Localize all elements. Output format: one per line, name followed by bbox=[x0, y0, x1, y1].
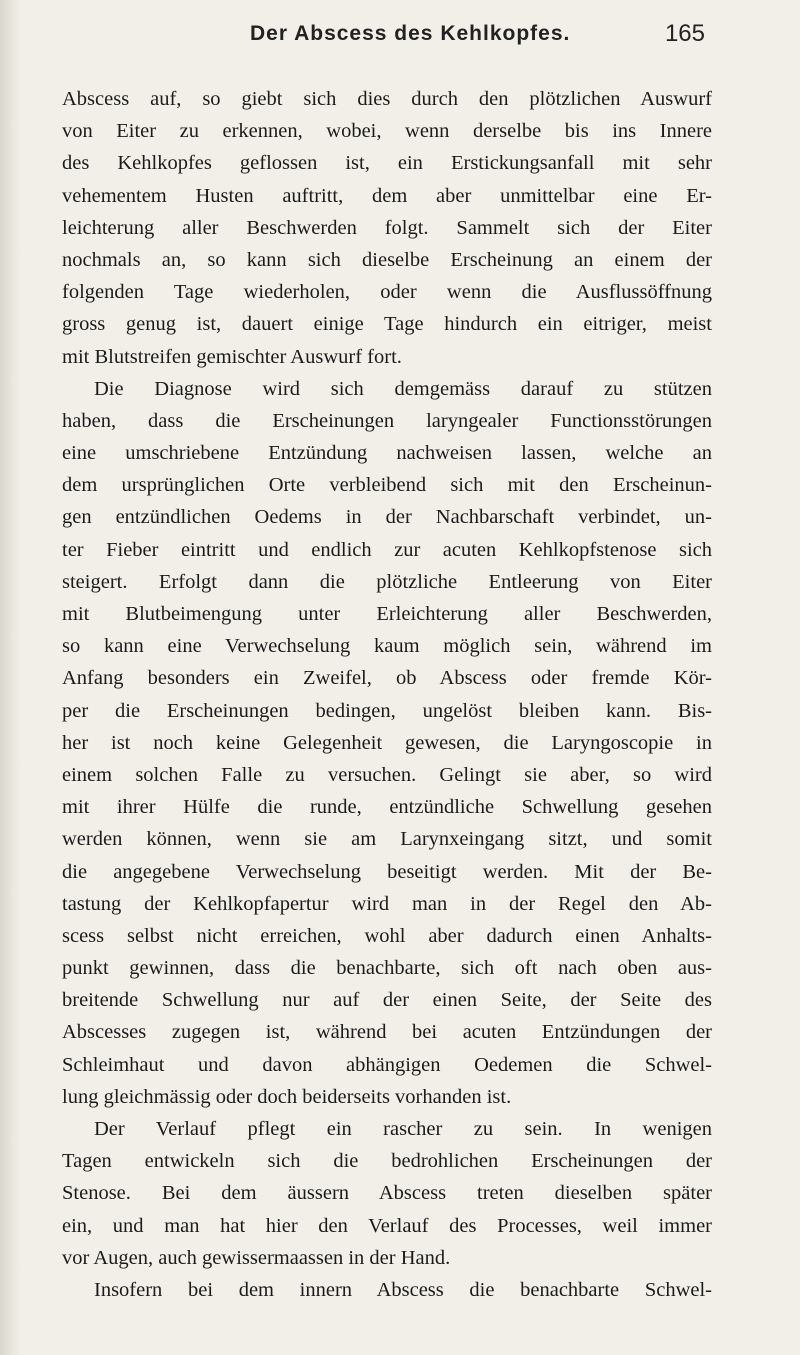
text-line: einem solchen Falle zu versuchen. Gelingt sie aber, so wird bbox=[62, 763, 712, 786]
text-line: werden können, wenn sie am Larynxeingang sitzt, und somit bbox=[62, 828, 712, 851]
text-line: mit Blutstreifen gemischter Auswurf fort. bbox=[62, 345, 402, 368]
text-line: gross genug ist, dauert einige Tage hindurch ein eitriger, meist bbox=[62, 313, 712, 336]
text-line: mit Blutbeimengung unter Erleichterung aller Beschwerden, bbox=[62, 603, 712, 625]
body-text bbox=[62, 83, 712, 1306]
text-line: steigert. Erfolgt dann die plötzliche Entleerung von Eiter bbox=[62, 570, 712, 593]
text-line: punkt gewinnen, dass die benachbarte, sich oft nach oben aus- bbox=[62, 957, 712, 980]
text-line: die angegebene Verwechselung beseitigt werden. Mit der Be- bbox=[62, 860, 712, 883]
text-line: Abscess auf, so giebt sich dies durch den plötzlichen Auswurf bbox=[62, 88, 712, 110]
text-line: von Eiter zu erkennen, wobei, wenn derselbe bis ins Innere bbox=[62, 120, 712, 143]
page-header bbox=[0, 14, 800, 54]
text-line: scess selbst nicht erreichen, wohl aber dadurch einen Anhalts- bbox=[62, 924, 712, 947]
text-line: so kann eine Verwechselung kaum möglich sein, während im bbox=[62, 635, 712, 658]
text-line: lung gleichmässig oder doch beiderseits vorhanden ist. bbox=[62, 1085, 512, 1108]
text-line: folgenden Tage wiederholen, oder wenn die Ausflussöffnung bbox=[62, 281, 712, 304]
text-line: breitende Schwellung nur auf der einen Seite, der Seite des bbox=[62, 989, 712, 1012]
text-line: haben, dass die Erscheinungen laryngealer Functionsstörungen bbox=[62, 409, 712, 432]
text-line: leichterung aller Beschwerden folgt. Sammelt sich der Eiter bbox=[62, 216, 712, 239]
text-line: vor Augen, auch gewissermaassen in der Hand. bbox=[62, 1246, 451, 1269]
text-line: Abscesses zugegen ist, während bei acuten Entzündungen der bbox=[62, 1021, 712, 1044]
text-line: Der Verlauf pflegt ein rascher zu sein. In wenigen bbox=[94, 1118, 712, 1140]
text-line: mit ihrer Hülfe die runde, entzündliche Schwellung gesehen bbox=[62, 796, 712, 819]
text-line: eine umschriebene Entzündung nachweisen lassen, welche an bbox=[62, 442, 712, 465]
page-gutter-shadow bbox=[0, 0, 22, 1355]
page-number: 165 bbox=[664, 20, 705, 47]
text-line: tastung der Kehlkopfapertur wird man in der Regel den Ab- bbox=[62, 892, 712, 915]
text-line: ter Fieber eintritt und endlich zur acuten Kehlkopfstenose sich bbox=[62, 538, 712, 561]
text-line: des Kehlkopfes geflossen ist, ein Erstickungsanfall mit sehr bbox=[62, 152, 712, 175]
text-line: nochmals an, so kann sich dieselbe Erscheinung an einem der bbox=[62, 248, 712, 271]
text-line: dem ursprünglichen Orte verbleibend sich mit den Erscheinun- bbox=[62, 474, 712, 497]
text-line: Schleimhaut und davon abhängigen Oedemen die Schwel- bbox=[62, 1053, 712, 1076]
text-line: her ist noch keine Gelegenheit gewesen, die Laryngoscopie in bbox=[62, 731, 712, 754]
text-line: vehementem Husten auftritt, dem aber unmittelbar eine Er- bbox=[62, 184, 712, 207]
running-head: Der Abscess des Kehlkopfes. bbox=[250, 22, 571, 45]
text-line: Insofern bei dem innern Abscess die benachbarte Schwel- bbox=[94, 1278, 712, 1301]
text-line: Die Diagnose wird sich demgemäss darauf zu stützen bbox=[94, 377, 712, 400]
text-line: ein, und man hat hier den Verlauf des Processes, weil immer bbox=[62, 1214, 712, 1237]
text-line: Anfang besonders ein Zweifel, ob Abscess oder fremde Kör- bbox=[62, 667, 712, 690]
text-line: Stenose. Bei dem äussern Abscess treten dieselben später bbox=[62, 1182, 712, 1205]
text-line: gen entzündlichen Oedems in der Nachbarschaft verbindet, un- bbox=[62, 506, 712, 529]
text-line: Tagen entwickeln sich die bedrohlichen Erscheinungen der bbox=[62, 1150, 712, 1173]
text-line: per die Erscheinungen bedingen, ungelöst bleiben kann. Bis- bbox=[62, 699, 712, 722]
